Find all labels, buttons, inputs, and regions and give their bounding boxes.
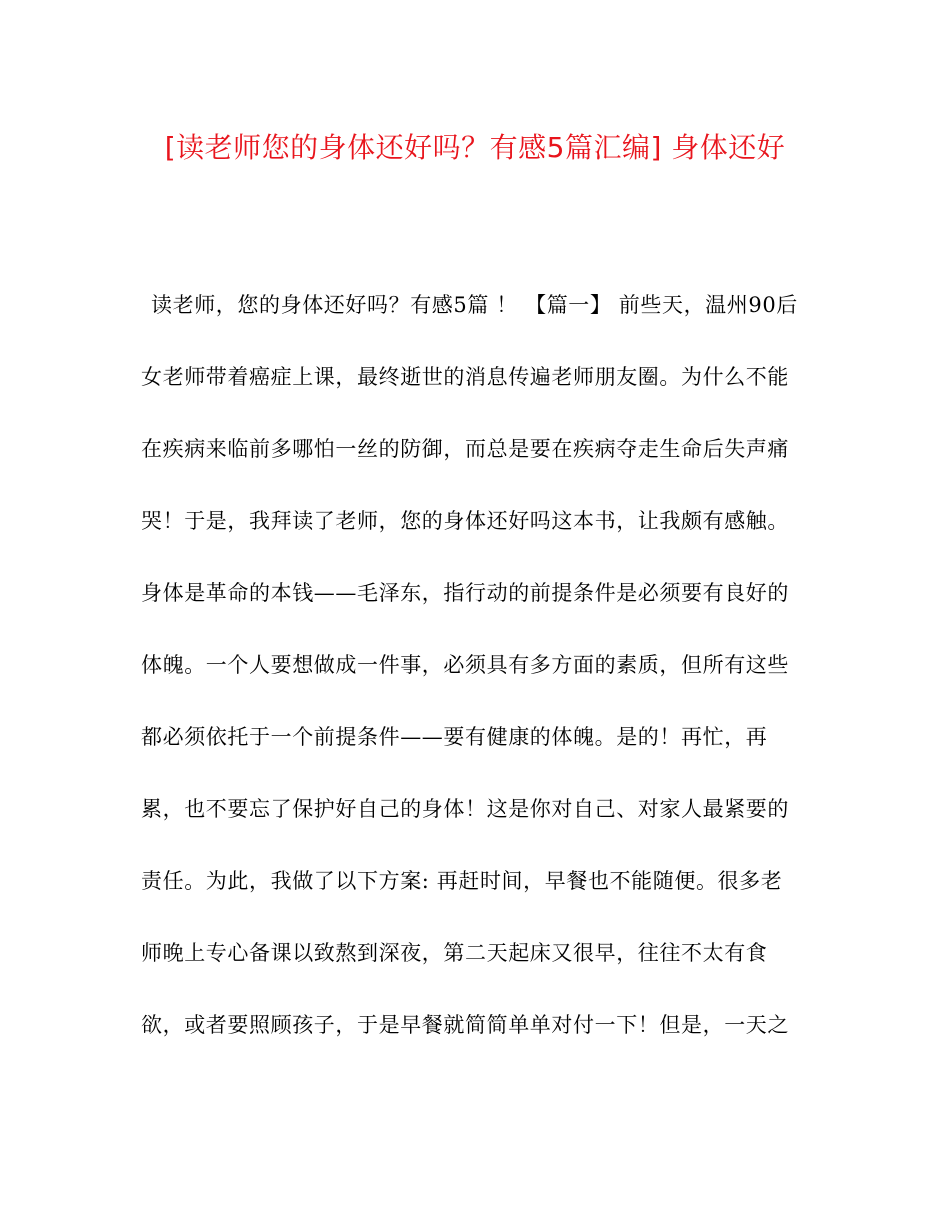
body-line: 身体是革命的本钱——毛泽东，指行动的前提条件是必须要有良好的 xyxy=(141,581,789,605)
body-line: 都必须依托于一个前提条件——要有健康的体魄。是的！再忙，再 xyxy=(141,725,768,749)
body-line: 哭！于是，我拜读了老师，您的身体还好吗这本书，让我颇有感触。 xyxy=(141,509,789,533)
body-line: 读老师，您的身体还好吗？有感5篇 ！ 【篇一】 前些天，温州90后 xyxy=(151,293,798,317)
body-line: 累，也不要忘了保护好自己的身体！这是你对自己、对家人最紧要的 xyxy=(141,797,789,821)
body-line: 欲，或者要照顾孩子，于是早餐就简简单单对付一下！但是，一天之 xyxy=(141,1013,789,1037)
body-line: 女老师带着癌症上课，最终逝世的消息传遍老师朋友圈。为什么不能 xyxy=(141,365,789,389)
body-line: 体魄。一个人要想做成一件事，必须具有多方面的素质，但所有这些 xyxy=(141,653,789,677)
body-line: 师晚上专心备课以致熬到深夜，第二天起床又很早，往往不太有食 xyxy=(141,941,768,965)
body-line: 责任。为此，我做了以下方案: 再赶时间，早餐也不能随便。很多老 xyxy=(141,869,783,893)
document-title: [读老师您的身体还好吗？有感5篇汇编] 身体还好 xyxy=(164,131,786,164)
body-line: 在疾病来临前多哪怕一丝的防御，而总是要在疾病夺走生命后失声痛 xyxy=(141,437,789,461)
